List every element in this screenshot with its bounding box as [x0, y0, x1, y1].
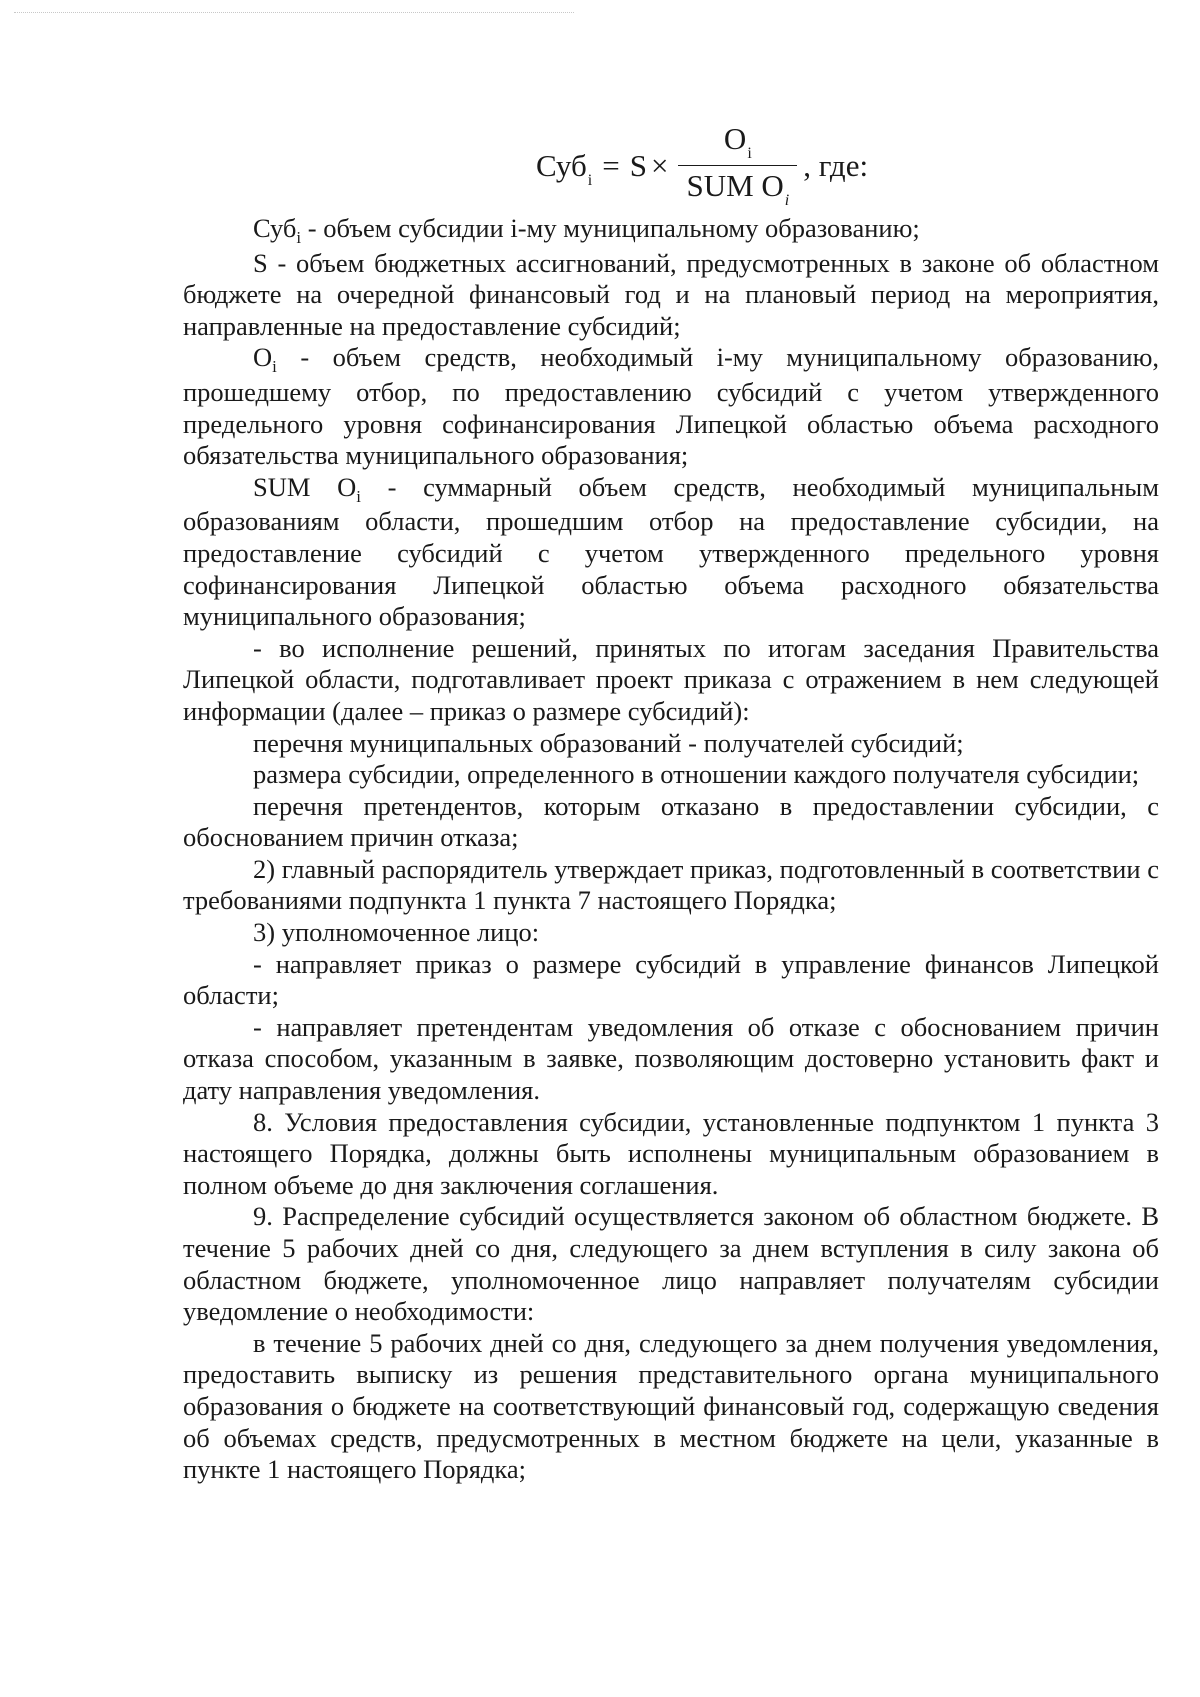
paragraph: - направляет претендентам уведомления об отказе с обоснованием причин отказа способом, указанным в заявке, позволяющим достоверно установить факт и дату направления уведомления.	[183, 1011, 1159, 1106]
paragraph: 8. Условия предоставления субсидии, установленные подпунктом 1 пункта 3 настоящего Порядка, должны быть исполнены муниципальным образованием в полном объеме до дня заключения соглашения.	[183, 1106, 1159, 1200]
formula-s: S	[629, 148, 647, 183]
definition-s: S - объем бюджетных ассигнований, предусмотренных в законе об областном бюджете на очередной финансовый год и на плановый период на мероприятия, направленные на предоставление субсидий;	[183, 247, 1159, 341]
subsidy-formula	[536, 118, 868, 214]
formula-denominator-index: i	[784, 191, 790, 209]
definition-sub-i: Суб$_i$ - объем субсидии i-му муниципальному образованию;	[253, 213, 920, 247]
scan-edge-line	[14, 12, 574, 13]
definition-sum-o-i: SUM $O_i$ - суммарный объем средств, необходимый муниципальным образованиям области, прошедшим отбор на предоставление субсидии, на предоставление субсидий с учетом утвержденного предельного уровня софинансирования Липецкой областью объема расходного обязательства муниципального образования;	[183, 471, 1159, 632]
formula-equals: =	[602, 148, 620, 183]
paragraph: 2) главный распорядитель утверждает приказ, подготовленный в соответствии с требованиями подпункта 1 пункта 7 настоящего Порядка;	[183, 853, 1159, 916]
formula-lhs-index: i	[587, 172, 593, 189]
formula-numerator-index: i	[747, 144, 752, 162]
paragraph: размера субсидии, определенного в отношении каждого получателя субсидии;	[253, 759, 1140, 790]
paragraph: - во исполнение решений, принятых по итогам заседания Правительства Липецкой области, подготавливает проект приказа с отражением в нем следующей информации (далее – приказ о размере субсидий):	[183, 632, 1159, 726]
paragraph: перечня муниципальных образований - получателей субсидий;	[253, 727, 964, 758]
paragraph: в течение 5 рабочих дней со дня, следующего за днем получения уведомления, предоставить выписку из решения представительного органа муниципального образования о бюджете на соответствующий финансовый год, содержащую сведения об объемах средств, предусмотренных в местном бюджете на цели, указанные в пункте 1 настоящего Порядка;	[183, 1327, 1159, 1485]
paragraph: перечня претендентов, которым отказано в предоставлении субсидии, с обоснованием причин отказа;	[183, 790, 1159, 853]
formula-numerator: $O_i$	[723, 120, 752, 162]
paragraph: 3) уполномоченное лицо:	[253, 917, 540, 948]
definition-o-i: $O_i$ - объем средств, необходимый i-му муниципальному образованию, прошедшему отбор, по предоставлению субсидий с учетом утвержденного предельного уровня софинансирования Липецкой областью объема расходного обязательства муниципального образования;	[183, 342, 1159, 471]
paragraph: - направляет приказ о размере субсидий в управление финансов Липецкой области;	[183, 948, 1159, 1011]
formula-fraction	[678, 121, 797, 212]
formula-where: , где:	[803, 148, 869, 183]
document-body	[183, 213, 1159, 1486]
paragraph: 9. Распределение субсидий осуществляется законом об областном бюджете. В течение 5 рабочих дней со дня, следующего за днем вступления в силу закона об областном бюджете, уполномоченное лицо направляет получателям субсидии уведомление о необходимости:	[183, 1201, 1159, 1327]
formula-denominator: SUM $O_i$	[686, 167, 790, 209]
formula-lhs: Суб$_i$	[536, 148, 593, 189]
formula-times: ×	[650, 148, 669, 183]
